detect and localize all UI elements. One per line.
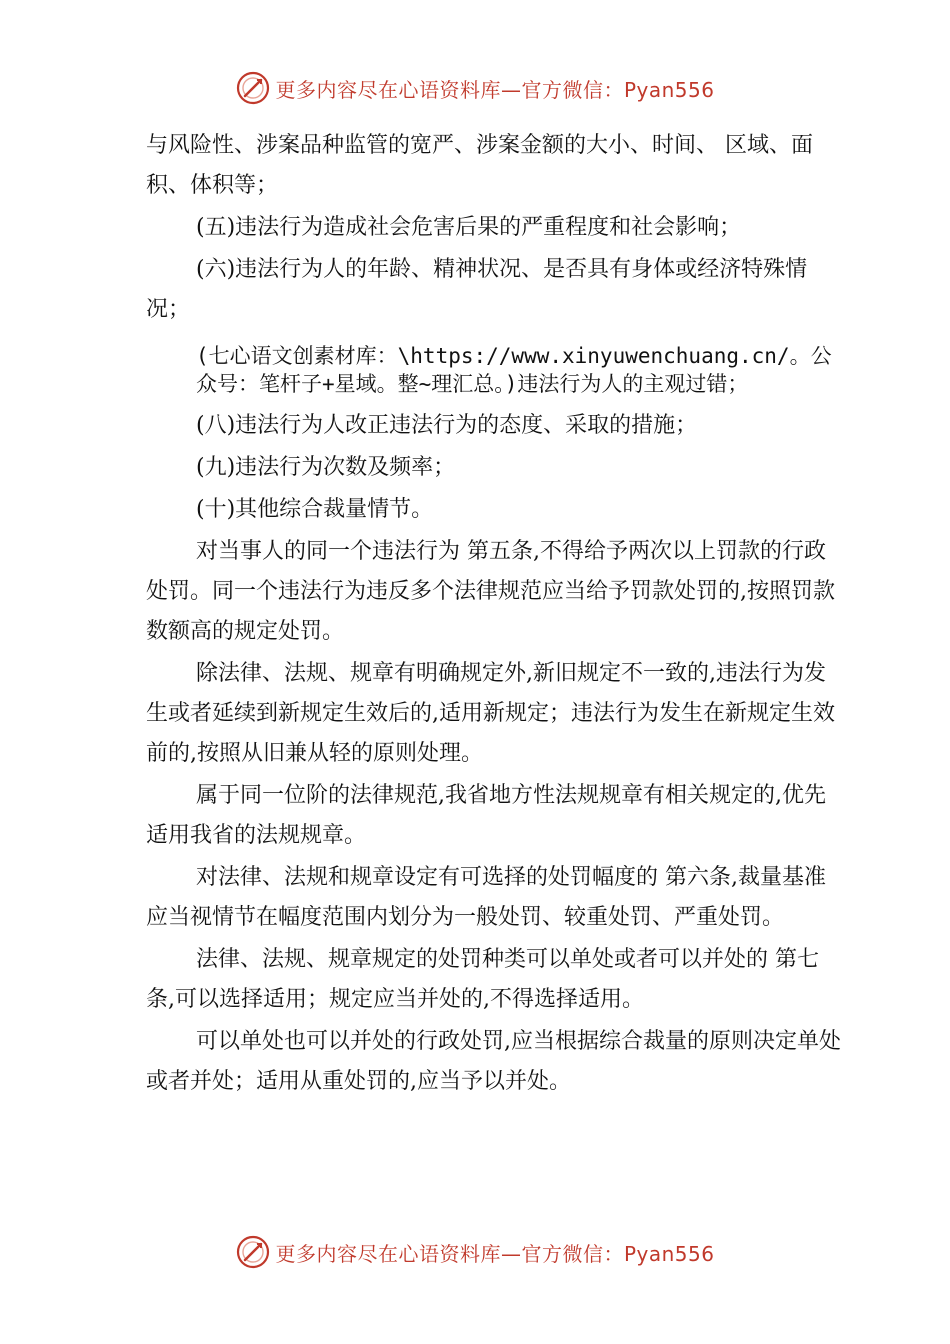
header-banner-text: 更多内容尽在心语资料库—官方微信：Pyan556: [275, 77, 715, 102]
footer-banner-text: 更多内容尽在心语资料库—官方微信：Pyan556: [275, 1241, 715, 1266]
paragraph: 法律、法规、规章规定的处罚种类可以单处或者可以并处的 第七条,可以选择适用；规定应当并处的,不得选择适用。: [146, 947, 819, 1012]
paragraph: (六)违法行为人的年龄、精神状况、是否具有身体或经济特殊情况；: [146, 257, 808, 322]
paragraph-source-note: (七心语文创素材库：\https://www.xinyuwenchuang.cn/。公众号：笔杆子+星域。整~理汇总。)违法行为人的主观过错；: [196, 344, 832, 396]
paragraph: 属于同一位阶的法律规范,我省地方性法规规章有相关规定的,优先适用我省的法规规章。: [146, 783, 826, 848]
paragraph: (九)违法行为次数及频率；: [196, 455, 456, 480]
logo-icon: [235, 1234, 271, 1270]
paragraph: (八)违法行为人改正违法行为的态度、采取的措施；: [196, 413, 698, 438]
paragraph: (十)其他综合裁量情节。: [196, 497, 434, 522]
header-banner: [0, 66, 950, 110]
footer-banner: [0, 1230, 950, 1274]
paragraph: 可以单处也可以并处的行政处罚,应当根据综合裁量的原则决定单处或者并处；适用从重处罚的,应当予以并处。: [146, 1029, 841, 1094]
paragraph: 与风险性、涉案品种监管的宽严、涉案金额的大小、时间、 区域、面积、体积等；: [146, 133, 813, 198]
document-body: [146, 126, 846, 1104]
logo-icon: [235, 70, 271, 106]
paragraph: 对当事人的同一个违法行为 第五条,不得给予两次以上罚款的行政处罚。同一个违法行为违反多个法律规范应当给予罚款处罚的,按照罚款数额高的规定处罚。: [146, 539, 835, 644]
paragraph: (五)违法行为造成社会危害后果的严重程度和社会影响；: [196, 215, 742, 240]
paragraph: 除法律、法规、规章有明确规定外,新旧规定不一致的,违法行为发生或者延续到新规定生效后的,适用新规定；违法行为发生在新规定生效前的,按照从旧兼从轻的原则处理。: [146, 661, 835, 766]
paragraph: 对法律、法规和规章设定有可选择的处罚幅度的 第六条,裁量基准应当视情节在幅度范围内划分为一般处罚、较重处罚、严重处罚。: [146, 865, 826, 930]
